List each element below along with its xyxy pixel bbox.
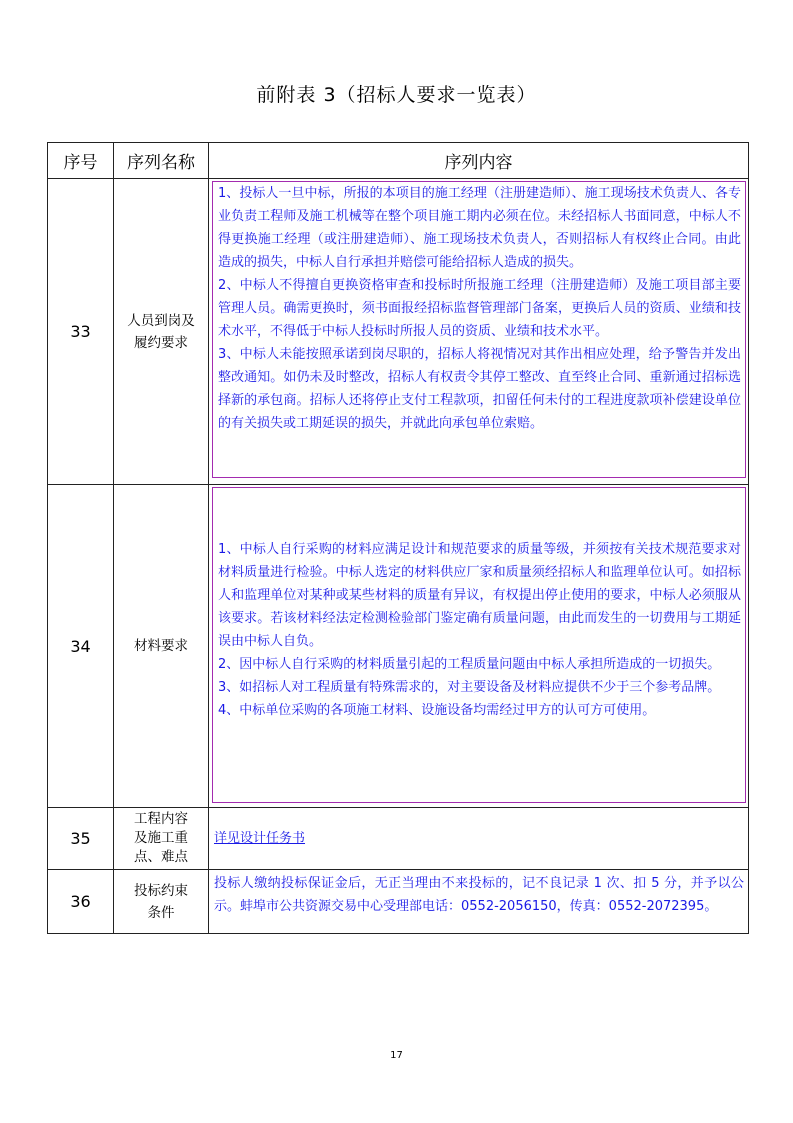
row-content bbox=[209, 179, 749, 485]
table-row bbox=[48, 179, 749, 485]
row-name-line: 履约要求 bbox=[134, 334, 188, 351]
row-content bbox=[209, 808, 749, 870]
content-paragraph: 1、投标人一旦中标，所报的本项目的施工经理（注册建造师）、施工现场技术负责人、各专业负责工程师及施工机械等在整个项目施工期内必须在位。未经招标人书面同意，中标人不得更换施工经理（或注册建造师）、施工现场技术负责人，否则招标人有权终止合同。由此造成的损失，中标人自行承担并赔偿可能给招标人造成的损失。 bbox=[218, 186, 741, 270]
row-name bbox=[114, 870, 209, 934]
row-name-line: 点、难点 bbox=[134, 849, 188, 865]
row-number: 34 bbox=[48, 485, 114, 808]
row-name-line: 工程内容 bbox=[134, 811, 188, 827]
row-number: 35 bbox=[48, 808, 114, 870]
header-no: 序号 bbox=[48, 143, 114, 179]
content-box bbox=[212, 181, 746, 478]
page-title: 前附表 3（招标人要求一览表） bbox=[256, 84, 537, 106]
table-header-row bbox=[48, 143, 749, 179]
content-box bbox=[212, 487, 746, 803]
table-row bbox=[48, 870, 749, 934]
row-number: 33 bbox=[48, 179, 114, 485]
content-paragraph: 4、中标单位采购的各项施工材料、设施设备均需经过甲方的认可方可使用。 bbox=[218, 703, 656, 718]
row-name-line: 条件 bbox=[147, 904, 175, 921]
header-content: 序列内容 bbox=[209, 143, 749, 179]
content-paragraph: 2、因中标人自行采购的材料质量引起的工程质量问题由中标人承担所造成的一切损失。 bbox=[218, 657, 721, 672]
requirements-table bbox=[47, 142, 749, 934]
row-name bbox=[114, 485, 209, 808]
row-content bbox=[209, 870, 749, 934]
row-name bbox=[114, 808, 209, 870]
row-name bbox=[114, 179, 209, 485]
content-paragraph: 3、如招标人对工程质量有特殊需求的，对主要设备及材料应提供不少于三个参考品牌。 bbox=[218, 680, 721, 695]
row-number: 36 bbox=[48, 870, 114, 934]
row-content bbox=[209, 485, 749, 808]
table-row bbox=[48, 808, 749, 870]
header-name: 序列名称 bbox=[114, 143, 209, 179]
row-name-line: 投标约束 bbox=[134, 882, 188, 899]
row-name-line: 及施工重 bbox=[134, 830, 188, 846]
design-brief-link[interactable]: 详见设计任务书 bbox=[214, 831, 306, 846]
content-paragraph: 1、中标人自行采购的材料应满足设计和规范要求的质量等级，并须按有关技术规范要求对材料质量进行检验。中标人选定的材料供应厂家和质量须经招标人和监理单位认可。如招标人和监理单位对某种或某些材料的质量有异议，有权提出停止使用的要求，中标人必须服从该要求。若该材料经法定检测检验部门鉴定确有质量问题，由此而发生的一切费用与工期延误由中标人自负。 bbox=[218, 542, 741, 649]
content-paragraph: 2、中标人不得擅自更换资格审查和投标时所报施工经理（注册建造师）及施工项目部主要管理人员。确需更换时，须书面报经招标监督管理部门备案，更换后人员的资质、业绩和技术水平，不得低于中标人投标时所报人员的资质、业绩和技术水平。 bbox=[218, 278, 741, 339]
content-paragraph: 3、中标人未能按照承诺到岗尽职的，招标人将视情况对其作出相应处理，给予警告并发出整改通知。如仍未及时整改，招标人有权责令其停工整改、直至终止合同、重新通过招标选择新的承包商。招标人还将停止支付工程款项，扣留任何未付的工程进度款项补偿建设单位的有关损失或工期延误的损失，并就此向承包单位索赔。 bbox=[218, 347, 741, 431]
content-paragraph: 投标人缴纳投标保证金后，无正当理由不来投标的，记不良记录 1 次、扣 5 分，并予以公示。蚌埠市公共资源交易中心受理部电话：0552-2056150，传真：0552-2072395。 bbox=[214, 876, 744, 914]
table-row bbox=[48, 485, 749, 808]
page-number: 17 bbox=[390, 1050, 403, 1061]
row-name-line: 人员到岗及 bbox=[127, 312, 195, 329]
row-name-line: 材料要求 bbox=[134, 638, 188, 654]
